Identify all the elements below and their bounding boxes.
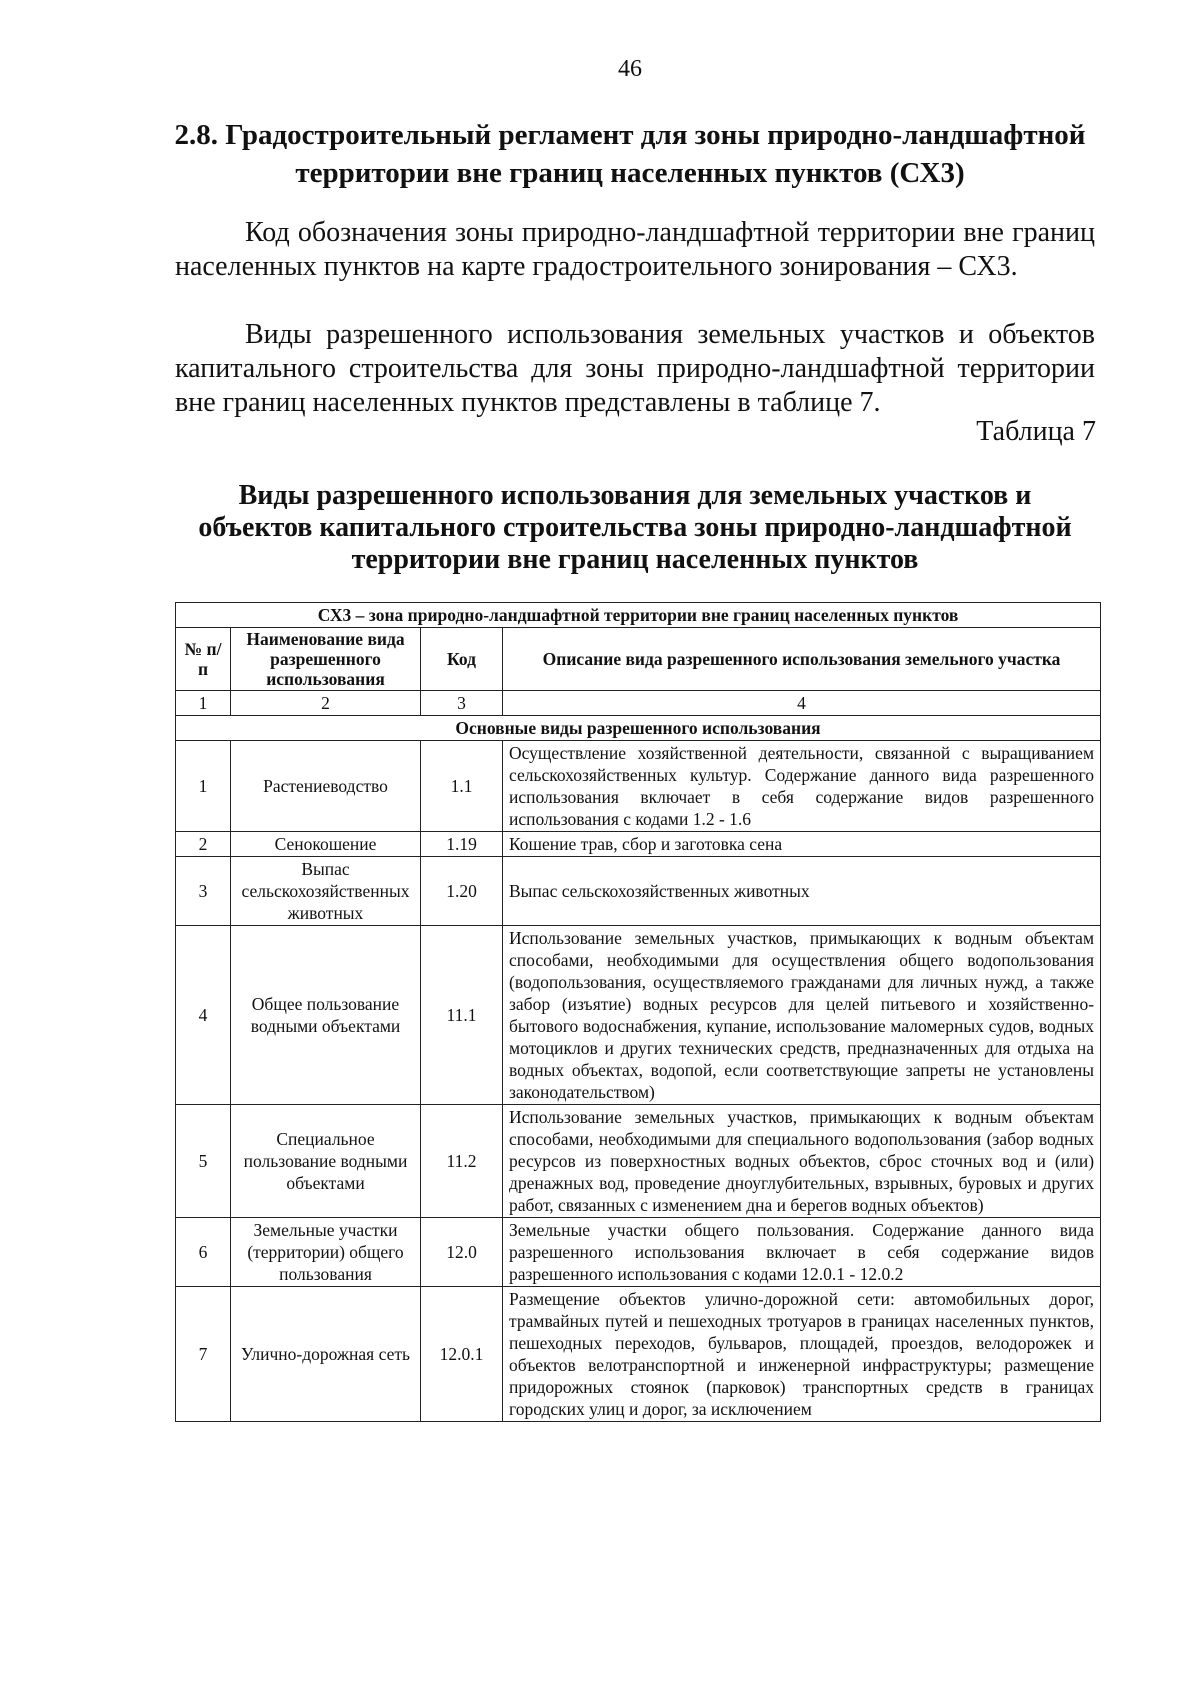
column-header-row (176, 628, 1101, 691)
permitted-uses-table (175, 602, 1101, 1422)
row-name: Выпас сельскохозяйственных животных (231, 857, 421, 926)
row-description: Использование земельных участков, примыкающих к водным объектам способами, необходимыми для специального водопользования (забор водных ресурсов из поверхностных водных объектов, сброс сточных вод и (или) дренажных вод, проведение дноуглубительных, взрывных, буровых и других работ, связанных с изменением дна и берегов водных объектов) (503, 1105, 1101, 1218)
section-heading (160, 116, 1100, 192)
row-description: Использование земельных участков, примыкающих к водным объектам способами, необходимыми для осуществления общего водопользования (водопользования, осуществляемого гражданами для личных нужд, а также забор (изъятие) водных ресурсов для целей питьевого и хозяйственно-бытового водоснабжения, купание, использование маломерных судов, водных мотоциклов и других технических средств, предназначенных для отдыха на водных объектах, водопой, если соответствующие запреты не установлены законодательством) (503, 926, 1101, 1105)
row-name: Общее пользование водными объектами (231, 926, 421, 1105)
row-description: Выпас сельскохозяйственных животных (503, 857, 1101, 926)
index-cell: 2 (231, 691, 421, 716)
row-num: 7 (176, 1287, 231, 1422)
table-row (176, 857, 1101, 926)
row-name: Улично-дорожная сеть (231, 1287, 421, 1422)
table-row (176, 1218, 1101, 1287)
table-row (176, 741, 1101, 832)
table-row (176, 1105, 1101, 1218)
row-num: 6 (176, 1218, 231, 1287)
header-name: Наименование вида разрешенного использования (231, 628, 421, 691)
index-cell: 4 (503, 691, 1101, 716)
table-row (176, 926, 1101, 1105)
row-name: Сенокошение (231, 832, 421, 857)
row-code: 1.1 (421, 741, 503, 832)
row-num: 5 (176, 1105, 231, 1218)
table-title-line-2: объектов капитального строительства зоны природно-ландшафтной (198, 512, 1072, 543)
zone-header-row (176, 603, 1101, 628)
header-code: Код (421, 628, 503, 691)
row-description: Размещение объектов улично-дорожной сети: автомобильных дорог, трамвайных путей и пешеходных тротуаров в границах населенных пунктов, пешеходных переходов, бульваров, площадей, проездов, велодорожек и объектов велотранспортной и инженерной инфраструктуры; размещение придорожных стоянок (парковок) транспортных средств в границах городских улиц и дорог, за исключением (503, 1287, 1101, 1422)
uses-intro-paragraph: Виды разрешенного использования земельных участков и объектов капитального строительства для зоны природно-ландшафтной территории вне границ населенных пунктов представлены в таблице 7. (175, 319, 1095, 418)
zone-code-paragraph: Код обозначения зоны природно-ландшафтной территории вне границ населенных пунктов на карте градостроительного зонирования – СХ3. (175, 217, 1095, 282)
table-title-line-1: Виды разрешенного использования для земельных участков и (238, 480, 1032, 511)
zone-header-cell: СХ3 – зона природно-ландшафтной территории вне границ населенных пунктов (176, 603, 1101, 628)
section-heading-line-2: территории вне границ населенных пунктов (СХ3) (295, 157, 965, 189)
row-num: 1 (176, 741, 231, 832)
row-num: 2 (176, 832, 231, 857)
row-name: Специальное пользование водными объектами (231, 1105, 421, 1218)
table-label: Таблица 7 (976, 416, 1096, 447)
page-number: 46 (618, 56, 642, 82)
row-code: 11.2 (421, 1105, 503, 1218)
table-row (176, 832, 1101, 857)
section-row (176, 716, 1101, 741)
index-cell: 1 (176, 691, 231, 716)
row-num: 4 (176, 926, 231, 1105)
row-code: 12.0.1 (421, 1287, 503, 1422)
table-row (176, 1287, 1101, 1422)
row-description: Осуществление хозяйственной деятельности, связанной с выращиванием сельскохозяйственных культур. Содержание данного вида разрешенного использования включает в себя содержание видов разрешенного использования с кодами 1.2 - 1.6 (503, 741, 1101, 832)
section-label: Основные виды разрешенного использования (176, 716, 1101, 741)
row-name: Земельные участки (территории) общего пользования (231, 1218, 421, 1287)
row-code: 1.19 (421, 832, 503, 857)
row-description: Кошение трав, сбор и заготовка сена (503, 832, 1101, 857)
column-index-row (176, 691, 1101, 716)
row-description: Земельные участки общего пользования. Содержание данного вида разрешенного использования включает в себя содержание видов разрешенного использования с кодами 12.0.1 - 12.0.2 (503, 1218, 1101, 1287)
row-code: 11.1 (421, 926, 503, 1105)
row-code: 12.0 (421, 1218, 503, 1287)
header-num: № п/п (176, 628, 231, 691)
row-name: Растениеводство (231, 741, 421, 832)
header-description: Описание вида разрешенного использования земельного участка (503, 628, 1101, 691)
table-title-line-3: территории вне границ населенных пунктов (351, 544, 919, 575)
row-code: 1.20 (421, 857, 503, 926)
row-num: 3 (176, 857, 231, 926)
index-cell: 3 (421, 691, 503, 716)
section-heading-line-1: 2.8. Градостроительный регламент для зоны природно-ландшафтной (174, 119, 1086, 151)
table-title (175, 480, 1095, 576)
